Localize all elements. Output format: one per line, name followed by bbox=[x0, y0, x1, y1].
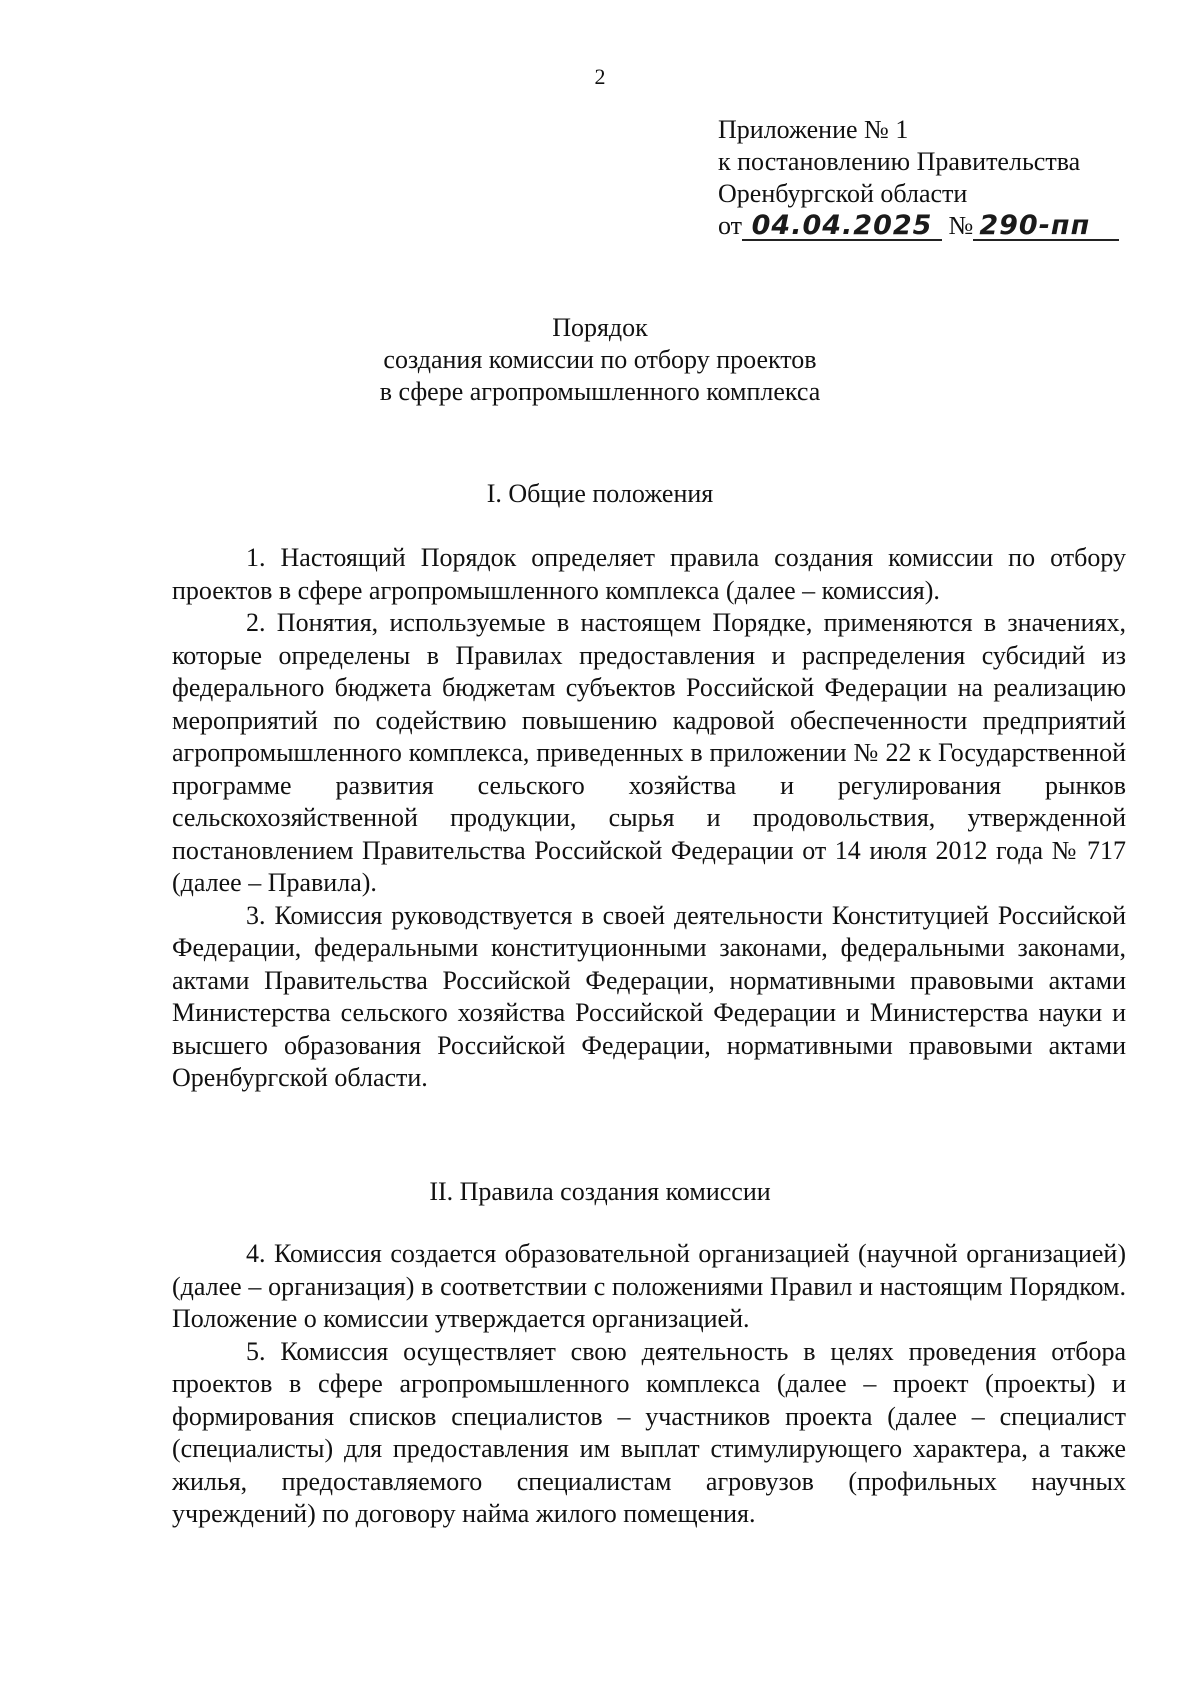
handwritten-number: 290-пп bbox=[973, 213, 1119, 241]
handwritten-date: 04.04.2025 bbox=[742, 213, 942, 241]
paragraph-5: 5. Комиссия осуществляет свою деятельность в целях проведения отбора проектов в сфере агропромышленного комплекса (далее – проект (проекты) и формирования списков специалистов – участников проекта (далее – специалист (специалисты) для предоставления им выплат стимулирующего характера, а также жилья, предоставляемого специалистам агровузов (профильных научных учреждений) по договору найма жилого помещения. bbox=[172, 1336, 1126, 1528]
section-1-body bbox=[172, 542, 1126, 1095]
appendix-line-2: к постановлению Правительства bbox=[718, 147, 1081, 176]
number-label: № bbox=[948, 211, 974, 240]
paragraph-4: 4. Комиссия создается образовательной организацией (научной организацией) (далее – организация) в соответствии с положениями Правил и настоящим Порядком. Положение о комиссии утверждается организацией. bbox=[172, 1239, 1126, 1333]
paragraph-1: 1. Настоящий Порядок определяет правила создания комиссии по отбору проектов в сфере агропромышленного комплекса (далее – комиссия). bbox=[172, 543, 1126, 605]
paragraph-2: 2. Понятия, используемые в настоящем Порядке, применяются в значениях, которые определены в Правилах предоставления и распределения субсидий из федерального бюджета бюджетам субъектов Российской Федерации на реализацию мероприятий по содействию повышению кадровой обеспеченности предприятий агропромышленного комплекса, приведенных в приложении № 22 к Государственной программе развития сельского хозяйства и регулирования рынков сельскохозяйственной продукции, сырья и продовольствия, утвержденной постановлением Правительства Российской Федерации от 14 июля 2012 года № 717 (далее – Правила). bbox=[172, 608, 1126, 897]
appendix-line-1: Приложение № 1 bbox=[718, 115, 909, 144]
page-number: 2 bbox=[594, 64, 606, 89]
section-2-body bbox=[172, 1238, 1126, 1531]
title-line-3: в сфере агропромышленного комплекса bbox=[379, 377, 821, 406]
appendix-date-line bbox=[718, 210, 1178, 242]
appendix-line-3: Оренбургской области bbox=[718, 179, 968, 208]
section-1-heading: I. Общие положения bbox=[486, 479, 714, 508]
appendix-block bbox=[718, 114, 1178, 242]
title-line-2: создания комиссии по отбору проектов bbox=[383, 345, 817, 374]
title-line-1: Порядок bbox=[552, 313, 648, 342]
section-2-heading: II. Правила создания комиссии bbox=[429, 1177, 771, 1206]
from-label: от bbox=[718, 211, 743, 240]
document-title bbox=[0, 312, 1200, 408]
paragraph-3: 3. Комиссия руководствуется в своей деятельности Конституцией Российской Федерации, федеральными конституционными законами, федеральными законами, актами Правительства Российской Федерации, нормативными правовыми актами Министерства сельского хозяйства Российской Федерации и Министерства науки и высшего образования Российской Федерации, нормативными правовыми актами Оренбургской области. bbox=[172, 900, 1126, 1092]
